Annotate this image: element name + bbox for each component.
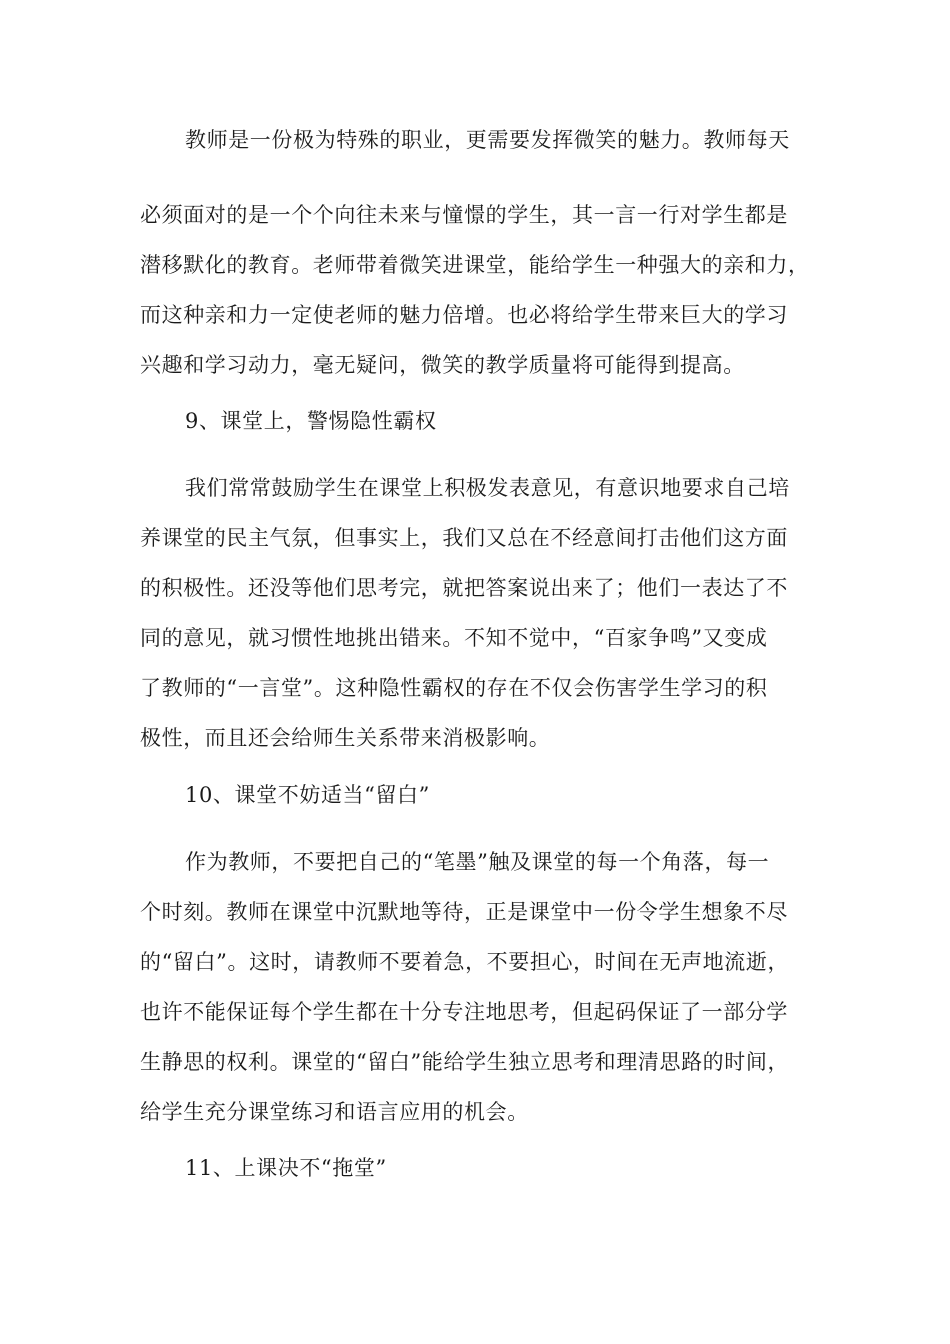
paragraph-line: 养课堂的民主气氛，但事实上，我们又总在不经意间打击他们这方面 (140, 526, 788, 550)
paragraph-line: 生静思的权利。课堂的“留白”能给学生独立思考和理清思路的时间， (140, 1050, 790, 1074)
paragraph-line: 个时刻。教师在课堂中沉默地等待，正是课堂中一份令学生想象不尽 (140, 900, 788, 924)
paragraph-line: 兴趣和学习动力，毫无疑问，微笑的教学质量将可能得到提高。 (140, 353, 745, 377)
paragraph-line: 的积极性。还没等他们思考完，就把答案说出来了；他们一表达了不 (140, 576, 788, 600)
paragraph-line: 给学生充分课堂练习和语言应用的机会。 (140, 1100, 529, 1124)
paragraph-line: 了教师的“一言堂”。这种隐性霸权的存在不仅会伤害学生学习的积 (140, 676, 768, 700)
paragraph-line: 我们常常鼓励学生在课堂上积极发表意见，有意识地要求自己培 (185, 476, 790, 500)
paragraph-line: 作为教师，不要把自己的“笔墨”触及课堂的每一个角落，每一 (185, 850, 770, 874)
paragraph-line: 极性，而且还会给师生关系带来消极影响。 (140, 726, 551, 750)
section-heading-11: 11、上课决不“拖堂” (185, 1156, 387, 1180)
paragraph-line: 也许不能保证每个学生都在十分专注地思考，但起码保证了一部分学 (140, 1000, 788, 1024)
section-heading-10: 10、课堂不妨适当“留白” (185, 783, 430, 807)
paragraph-line: 潜移默化的教育。老师带着微笑进课堂，能给学生一种强大的亲和力， (140, 253, 810, 277)
section-heading-9: 9、课堂上，警惕隐性霸权 (185, 409, 437, 433)
paragraph-line: 必须面对的是一个个向往未来与憧憬的学生，其一言一行对学生都是 (140, 203, 788, 227)
paragraph-line: 而这种亲和力一定使老师的魅力倍增。也必将给学生带来巨大的学习 (140, 303, 788, 327)
paragraph-line: 同的意见，就习惯性地挑出错来。不知不觉中，“百家争鸣”又变成 (140, 626, 768, 650)
paragraph-line: 教师是一份极为特殊的职业，更需要发挥微笑的魅力。教师每天 (185, 128, 790, 152)
paragraph-line: 的“留白”。这时，请教师不要着急，不要担心，时间在无声地流逝， (140, 950, 790, 974)
